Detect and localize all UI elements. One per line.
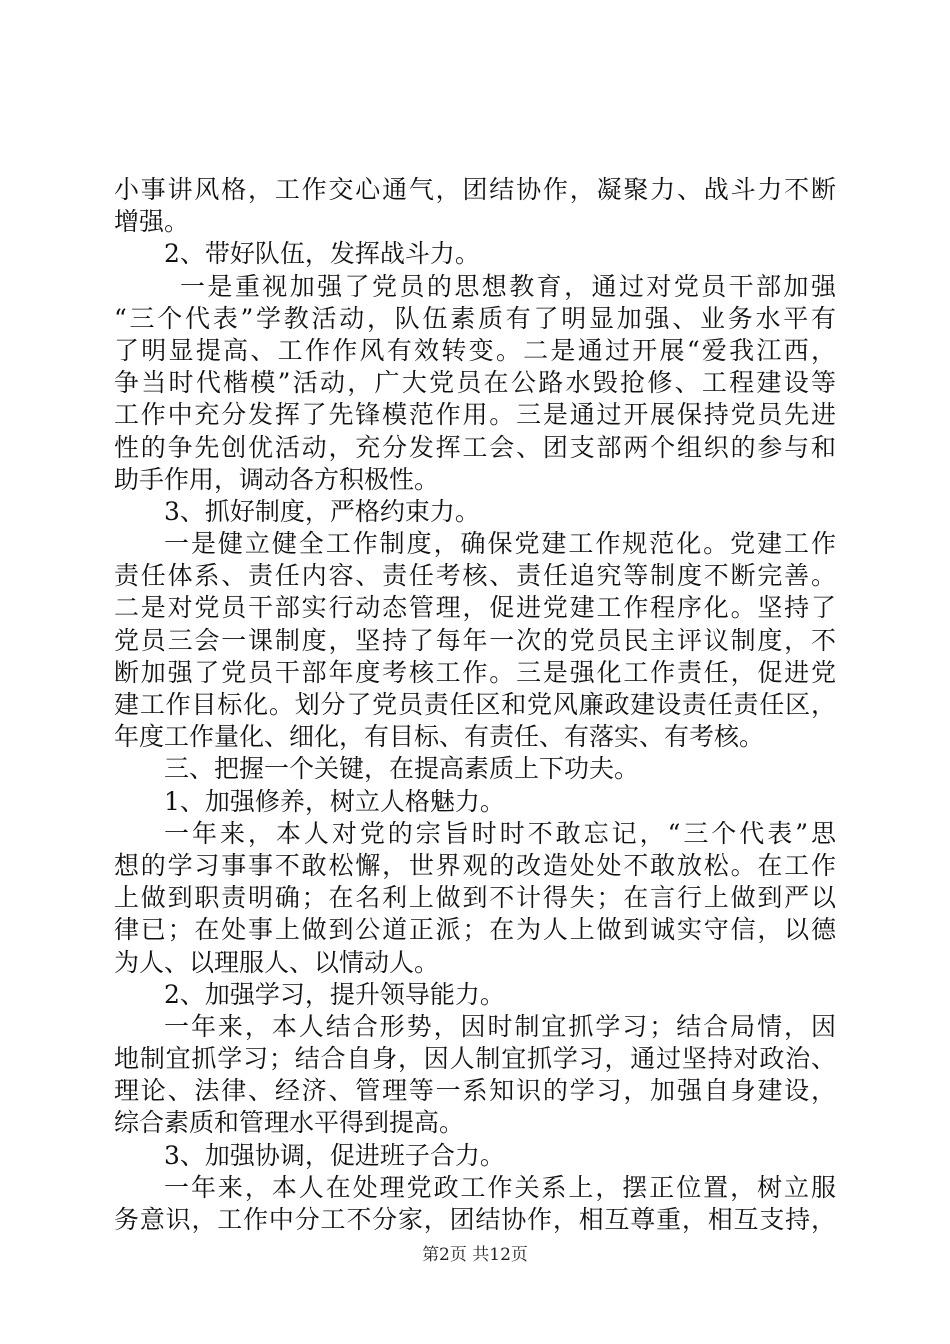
text-line: 一年来，本人结合形势，因时制宜抓学习；结合局情，因: [164, 1011, 836, 1041]
text-line: 断加强了党员干部年度考核工作。三是强化工作责任，促进党: [114, 657, 836, 687]
text-line: 理论、法律、经济、管理等一系知识的学习，加强自身建设，: [114, 1076, 836, 1106]
text-line: 三、把握一个关键，在提高素质上下功夫。: [164, 754, 640, 784]
text-line: 增强。: [114, 207, 190, 237]
document-body: [114, 174, 836, 1236]
text-line: 一年来，本人在处理党政工作关系上，摆正位置，树立服: [164, 1172, 836, 1202]
text-line: 2、带好队伍，发挥战斗力。: [164, 239, 480, 269]
text-line: 一年来，本人对党的宗旨时时不敢忘记，“三个代表”思: [164, 818, 836, 848]
text-line: 助手作用，调动各方积极性。: [114, 464, 440, 494]
text-line: 了明显提高、工作作风有效转变。二是通过开展“爱我江西，: [114, 335, 836, 365]
text-line: 小事讲风格，工作交心通气，团结协作，凝聚力、战斗力不断: [114, 175, 836, 204]
text-line: 想的学习事事不敢松懈，世界观的改造处处不敢放松。在工作: [114, 850, 836, 880]
text-line: 年度工作量化、细化，有目标、有责任、有落实、有考核。: [114, 722, 765, 752]
text-line: 党员三会一课制度，坚持了每年一次的党员民主评议制度，不: [114, 625, 836, 655]
text-line: 建工作目标化。划分了党员责任区和党风廉政建设责任责任区，: [114, 690, 836, 719]
text-line: 上做到职责明确；在名利上做到不计得失；在言行上做到严以: [114, 883, 836, 913]
text-line: 地制宜抓学习；结合自身，因人制宜抓学习，通过坚持对政治、: [114, 1044, 836, 1074]
text-line: 为人、以理服人、以情动人。: [114, 947, 440, 977]
page-footer: 第2页 共12页: [422, 1245, 528, 1265]
text-line: 二是对党员干部实行动态管理，促进党建工作程序化。坚持了: [114, 593, 836, 623]
text-line: 3、抓好制度，严格约束力。: [164, 496, 480, 526]
text-line: 一是健立健全工作制度，确保党建工作规范化。党建工作: [164, 529, 836, 559]
text-line: “三个代表”学教活动，队伍素质有了明显加强、业务水平有: [114, 303, 836, 333]
text-line: 性的争先创优活动，充分发挥工会、团支部两个组织的参与和: [114, 432, 836, 462]
text-line: 工作中充分发挥了先锋模范作用。三是通过开展保持党员先进: [114, 400, 836, 430]
text-line: 2、加强学习，提升领导能力。: [164, 979, 505, 1009]
text-line: 综合素质和管理水平得到提高。: [114, 1108, 465, 1138]
text-line: 责任体系、责任内容、责任考核、责任追究等制度不断完善。: [114, 561, 836, 591]
text-line: 1、加强修养，树立人格魅力。: [164, 786, 505, 816]
text-line: 律已；在处事上做到公道正派；在为人上做到诚实守信，以德: [114, 915, 836, 945]
text-line: 3、加强协调，促进班子合力。: [164, 1140, 505, 1170]
text-line: 争当时代楷模”活动，广大党员在公路水毁抢修、工程建设等: [114, 368, 836, 398]
text-line: 务意识，工作中分工不分家，团结协作，相互尊重，相互支持，: [114, 1205, 836, 1234]
text-line: 一是重视加强了党员的思想教育，通过对党员干部加强: [180, 271, 836, 301]
